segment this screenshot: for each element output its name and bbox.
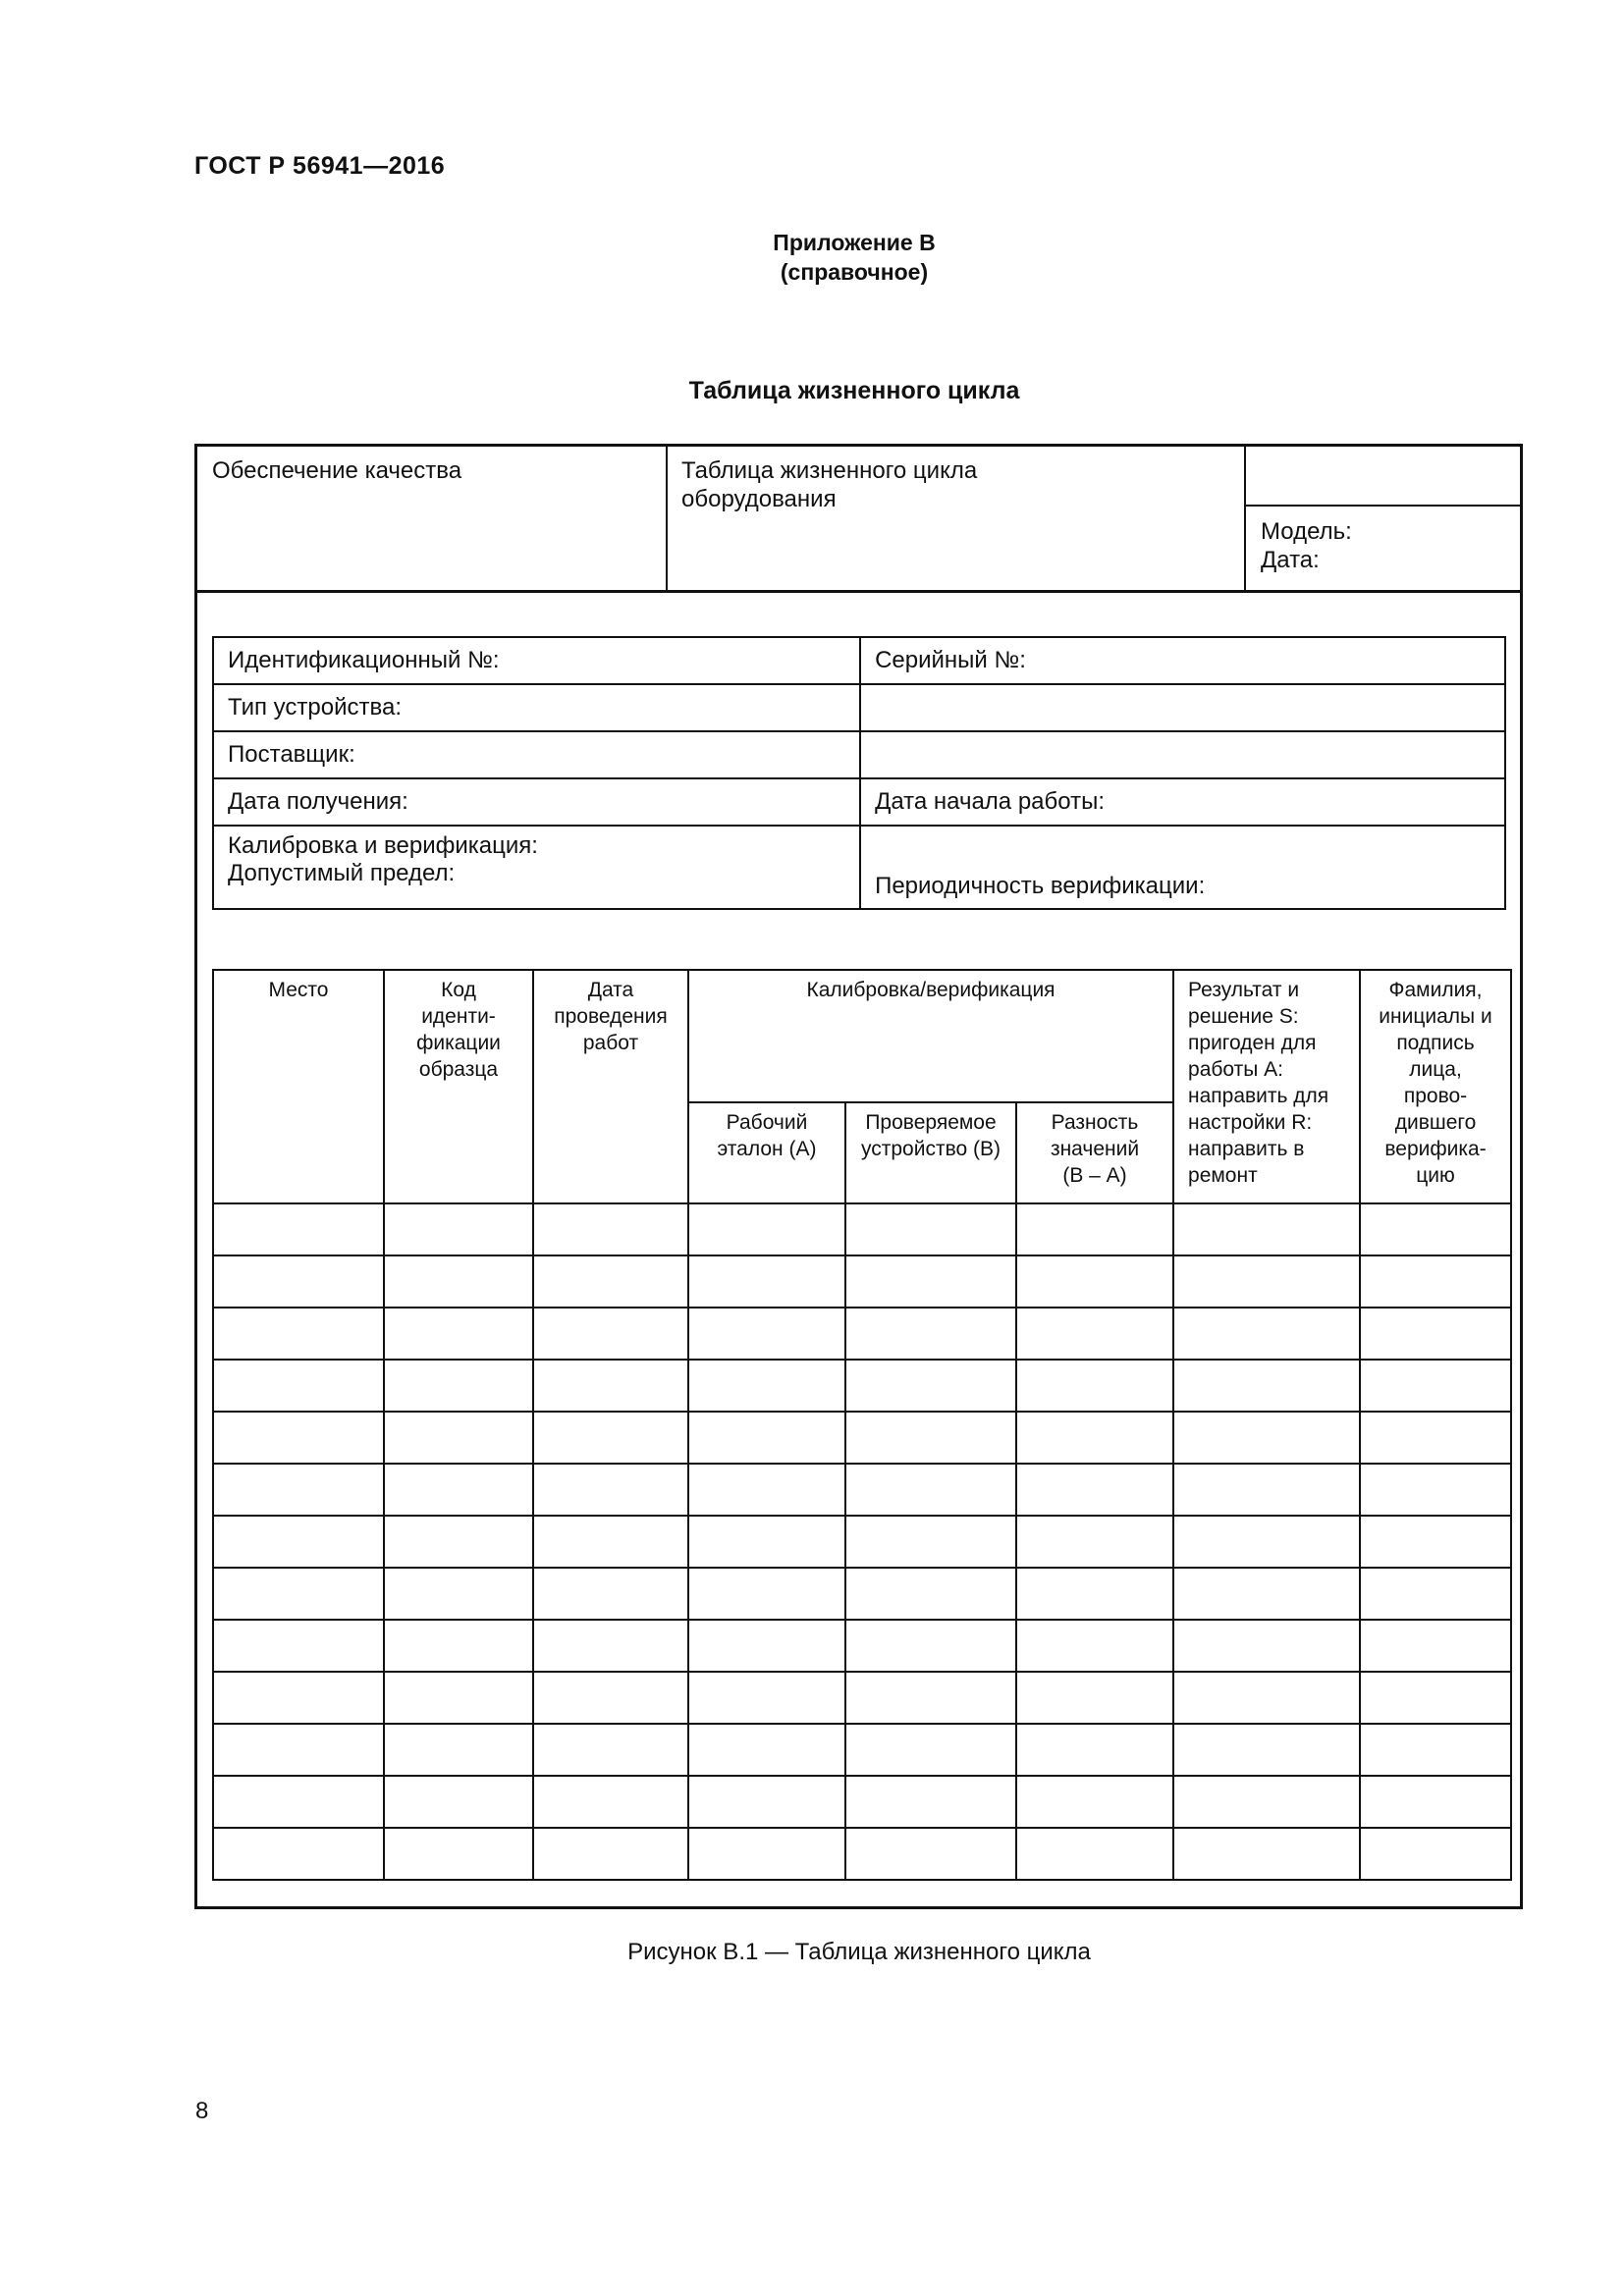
table-cell: [845, 1672, 1016, 1724]
table-cell: [688, 1776, 845, 1828]
table-cell: [1016, 1203, 1173, 1255]
table-cell: [1360, 1360, 1511, 1412]
table-cell: [1016, 1776, 1173, 1828]
table-cell: [533, 1620, 688, 1672]
table-cell: [1360, 1776, 1511, 1828]
table-cell: [845, 1308, 1016, 1360]
table-cell: [213, 1360, 384, 1412]
table-cell: [384, 1776, 533, 1828]
device-type-field: Тип устройства:: [213, 684, 860, 731]
col-difference: Разность значений (В – А): [1016, 1102, 1173, 1203]
table-row: [213, 1308, 1511, 1360]
table-cell: [1016, 1672, 1173, 1724]
id-field: Идентификационный №:: [213, 637, 860, 684]
table-cell: [533, 1672, 688, 1724]
table-cell: [845, 1412, 1016, 1464]
table-row: [213, 1672, 1511, 1724]
header-row: [213, 970, 1511, 1102]
table-cell: [384, 1724, 533, 1776]
table-cell: [213, 1308, 384, 1360]
page-title: Таблица жизненного цикла: [688, 377, 1020, 404]
col-sample-code: Код иденти-фикации образца: [384, 970, 533, 1203]
table-row: [213, 1360, 1511, 1412]
table-cell: [1016, 1724, 1173, 1776]
table-row: [213, 1203, 1511, 1255]
col-place: Место: [213, 970, 384, 1203]
table-cell: [688, 1672, 845, 1724]
table-cell: [213, 1203, 384, 1255]
table-cell: [213, 1568, 384, 1620]
table-cell: [1016, 1412, 1173, 1464]
table-cell: [688, 1724, 845, 1776]
annex-label: Приложение В: [773, 230, 936, 255]
table-row: [213, 1516, 1511, 1568]
table-cell: [688, 1828, 845, 1880]
table-cell: [845, 1776, 1016, 1828]
receipt-date-field: Дата получения:: [213, 778, 860, 826]
table-cell: [1016, 1620, 1173, 1672]
table-row: [213, 1568, 1511, 1620]
table-cell: [213, 1776, 384, 1828]
table-cell: [213, 1464, 384, 1516]
table-cell: [533, 1360, 688, 1412]
header-cell-divider: [1244, 505, 1523, 507]
table-cell: [1016, 1516, 1173, 1568]
table-cell: [1016, 1308, 1173, 1360]
table-cell: [384, 1516, 533, 1568]
table-cell: [688, 1308, 845, 1360]
table-cell: [1173, 1568, 1360, 1620]
table-cell: [1360, 1412, 1511, 1464]
table-cell: [1360, 1828, 1511, 1880]
table-cell: [688, 1203, 845, 1255]
col-work-date: Дата проведения работ: [533, 970, 688, 1203]
table-cell: [533, 1255, 688, 1308]
table-cell: [688, 1412, 845, 1464]
table-cell: [1173, 1464, 1360, 1516]
figure-caption: Рисунок В.1 — Таблица жизненного цикла: [627, 1939, 1091, 1965]
table-cell: [213, 1516, 384, 1568]
table-cell: [213, 1412, 384, 1464]
table-cell: [1016, 1568, 1173, 1620]
supplier-field: Поставщик:: [213, 731, 860, 778]
table-cell: [845, 1516, 1016, 1568]
table-cell: [384, 1464, 533, 1516]
table-cell: [533, 1203, 688, 1255]
table-cell: [1360, 1308, 1511, 1360]
table-cell: [384, 1255, 533, 1308]
table-cell: [845, 1360, 1016, 1412]
table-cell: [688, 1516, 845, 1568]
equipment-table-title: Таблица жизненного цикла оборудования: [681, 457, 978, 512]
model-label: Модель:: [1261, 518, 1352, 545]
quality-label: Обеспечение качества: [212, 457, 462, 484]
table-cell: [1016, 1255, 1173, 1308]
table-cell: [1360, 1724, 1511, 1776]
table-cell: [533, 1308, 688, 1360]
calibration-field: [213, 826, 860, 909]
table-cell: [213, 1828, 384, 1880]
table-cell: [845, 1255, 1016, 1308]
table-cell: [1360, 1203, 1511, 1255]
table-cell: [1016, 1828, 1173, 1880]
table-cell: [845, 1203, 1016, 1255]
log-body: [213, 1203, 1511, 1880]
table-cell: [1173, 1672, 1360, 1724]
table-cell: [213, 1672, 384, 1724]
table-cell: [1016, 1360, 1173, 1412]
table-row: [213, 1412, 1511, 1464]
table-cell: [1173, 1776, 1360, 1828]
table-cell: [533, 1828, 688, 1880]
serial-field: Серийный №:: [860, 637, 1505, 684]
table-cell: [1173, 1620, 1360, 1672]
header-col-divider-2: [1244, 444, 1246, 591]
table-row: [213, 1464, 1511, 1516]
header-divider: [194, 590, 1523, 593]
table-cell: [213, 1620, 384, 1672]
info-row: [213, 684, 1505, 731]
table-cell: [533, 1516, 688, 1568]
info-row: [213, 778, 1505, 826]
col-tested-device: Проверяемое устройство (В): [845, 1102, 1016, 1203]
table-cell: [533, 1724, 688, 1776]
equipment-info-table: [212, 636, 1506, 910]
table-cell: [533, 1412, 688, 1464]
table-cell: [1173, 1828, 1360, 1880]
col-signature: Фамилия, инициалы и подпись лица, прово-дившего верифика-цию: [1360, 970, 1511, 1203]
table-cell: [688, 1568, 845, 1620]
table-cell: [688, 1360, 845, 1412]
annex-type: (справочное): [780, 259, 929, 285]
table-cell: [1016, 1464, 1173, 1516]
table-cell: [1360, 1568, 1511, 1620]
table-cell: [384, 1360, 533, 1412]
table-cell: [1360, 1255, 1511, 1308]
info-row: [213, 731, 1505, 778]
table-cell: [1173, 1360, 1360, 1412]
table-cell: [1173, 1724, 1360, 1776]
table-cell: [688, 1255, 845, 1308]
table-cell: [533, 1464, 688, 1516]
calibration-label: Калибровка и верификация:: [228, 832, 538, 859]
col-calibration: Калибровка/верификация: [688, 970, 1173, 1102]
table-row: [213, 1724, 1511, 1776]
table-cell: [688, 1620, 845, 1672]
standard-number: ГОСТ Р 56941—2016: [194, 152, 446, 180]
table-cell: [1173, 1255, 1360, 1308]
table-cell: [384, 1568, 533, 1620]
table-row: [213, 1828, 1511, 1880]
table-cell: [533, 1568, 688, 1620]
table-cell: [688, 1464, 845, 1516]
table-cell: [845, 1828, 1016, 1880]
table-cell: [1173, 1203, 1360, 1255]
table-cell: [1173, 1308, 1360, 1360]
supplier-value: [860, 731, 1505, 778]
calibration-log-table: [212, 969, 1512, 1881]
table-cell: [845, 1464, 1016, 1516]
table-cell: [384, 1203, 533, 1255]
device-type-value: [860, 684, 1505, 731]
table-row: [213, 1620, 1511, 1672]
col-result: Результат и решение S: пригоден для работы A: направить для настройки R: направить в ремонт: [1173, 970, 1360, 1203]
table-row: [213, 1776, 1511, 1828]
page-number: 8: [195, 2098, 209, 2124]
table-cell: [213, 1724, 384, 1776]
header-col-divider-1: [666, 444, 668, 591]
table-cell: [845, 1724, 1016, 1776]
table-cell: [845, 1620, 1016, 1672]
table-cell: [1173, 1516, 1360, 1568]
col-working-standard: Рабочий эталон (А): [688, 1102, 845, 1203]
table-row: [213, 1255, 1511, 1308]
date-label: Дата:: [1261, 547, 1320, 573]
table-cell: [213, 1255, 384, 1308]
table-cell: [384, 1828, 533, 1880]
table-cell: [1360, 1620, 1511, 1672]
table-cell: [533, 1776, 688, 1828]
start-date-field: Дата начала работы:: [860, 778, 1505, 826]
info-row: [213, 637, 1505, 684]
table-cell: [384, 1620, 533, 1672]
limit-label: Допустимый предел:: [228, 860, 456, 886]
info-row: [213, 826, 1505, 909]
table-cell: [384, 1672, 533, 1724]
table-cell: [1360, 1464, 1511, 1516]
table-cell: [1360, 1516, 1511, 1568]
periodicity-field: Периодичность верификации:: [860, 826, 1505, 909]
table-cell: [1360, 1672, 1511, 1724]
table-cell: [384, 1308, 533, 1360]
table-cell: [1173, 1412, 1360, 1464]
table-cell: [845, 1568, 1016, 1620]
table-cell: [384, 1412, 533, 1464]
